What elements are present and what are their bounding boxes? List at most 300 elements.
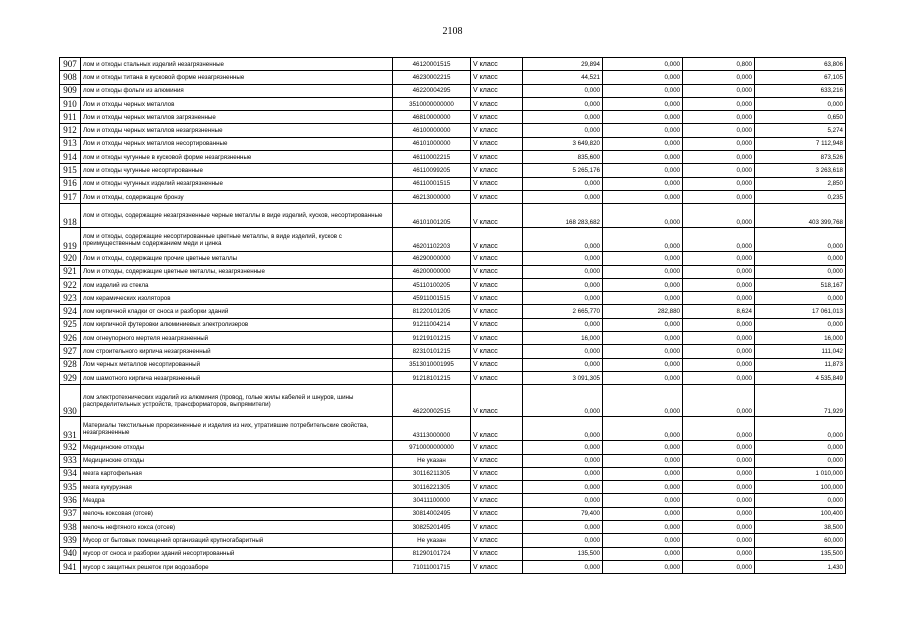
value-3: 0,000 — [683, 521, 755, 534]
value-3: 0,000 — [683, 494, 755, 507]
row-number: 909 — [60, 84, 81, 97]
waste-name: Лом и отходы, содержащие прочие цветные металлы — [81, 252, 393, 265]
value-3: 0,000 — [683, 137, 755, 150]
table-row — [60, 58, 846, 71]
hazard-class: V класс — [471, 84, 523, 97]
value-4: 0,000 — [755, 318, 846, 331]
waste-name: лом и отходы, содержащие незагрязненные черные металлы в виде изделий, кусков, несортированные — [81, 204, 393, 228]
table-row — [60, 124, 846, 137]
value-1: 29,894 — [523, 58, 603, 71]
value-2: 0,000 — [603, 318, 683, 331]
value-4: 111,042 — [755, 345, 846, 358]
waste-name: Лом и отходы черных металлов незагрязненные — [81, 124, 393, 137]
value-4: 5,274 — [755, 124, 846, 137]
value-2: 0,000 — [603, 371, 683, 384]
waste-code: 46220002515 — [393, 385, 471, 417]
table-row — [60, 164, 846, 177]
table-row — [60, 177, 846, 190]
value-2: 0,000 — [603, 454, 683, 467]
waste-code: 30814002495 — [393, 507, 471, 520]
value-3: 0,000 — [683, 228, 755, 252]
waste-code: 46810000000 — [393, 111, 471, 124]
waste-code: 43113000000 — [393, 417, 471, 441]
waste-name: лом строительного кирпича незагрязненный — [81, 345, 393, 358]
row-number: 918 — [60, 204, 81, 228]
table-row — [60, 278, 846, 291]
waste-name: мусор с защитных решеток при водозаборе — [81, 560, 393, 573]
value-4: 100,400 — [755, 507, 846, 520]
table-row — [60, 71, 846, 84]
value-4: 0,000 — [755, 441, 846, 454]
value-3: 0,000 — [683, 318, 755, 331]
hazard-class: V класс — [471, 190, 523, 203]
hazard-class: V класс — [471, 454, 523, 467]
waste-name: лом изделий из стекла — [81, 278, 393, 291]
value-1: 0,000 — [523, 534, 603, 547]
waste-code: 46200000000 — [393, 265, 471, 278]
row-number: 907 — [60, 58, 81, 71]
table-row — [60, 292, 846, 305]
value-4: 0,000 — [755, 252, 846, 265]
value-3: 0,000 — [683, 252, 755, 265]
hazard-class: V класс — [471, 278, 523, 291]
row-number: 910 — [60, 97, 81, 110]
value-1: 0,000 — [523, 97, 603, 110]
row-number: 938 — [60, 521, 81, 534]
value-1: 835,600 — [523, 151, 603, 164]
waste-code: 71011001715 — [393, 560, 471, 573]
waste-code: Не указан — [393, 454, 471, 467]
waste-name: Медицинские отходы — [81, 441, 393, 454]
value-2: 0,000 — [603, 547, 683, 560]
hazard-class: V класс — [471, 137, 523, 150]
table-row — [60, 507, 846, 520]
row-number: 940 — [60, 547, 81, 560]
hazard-class: V класс — [471, 332, 523, 345]
value-2: 0,000 — [603, 97, 683, 110]
waste-code: 91211004214 — [393, 318, 471, 331]
row-number: 911 — [60, 111, 81, 124]
table-row — [60, 371, 846, 384]
value-3: 0,000 — [683, 164, 755, 177]
hazard-class: V класс — [471, 305, 523, 318]
waste-name: лом электротехнических изделий из алюминия (провод, голые жилы кабелей и шнуров, шины распределительных устройств, трансформаторов, выпрямители) — [81, 385, 393, 417]
waste-name: Мусор от бытовых помещений организаций крупногабаритный — [81, 534, 393, 547]
table-row — [60, 84, 846, 97]
waste-name: Материалы текстильные прорезиненные и изделия из них, утратившие потребительские свойства, незагрязненные — [81, 417, 393, 441]
hazard-class: V класс — [471, 547, 523, 560]
value-4: 38,500 — [755, 521, 846, 534]
value-2: 0,000 — [603, 417, 683, 441]
waste-name: лом и отходы чугунные несортированные — [81, 164, 393, 177]
hazard-class: V класс — [471, 111, 523, 124]
value-4: 518,167 — [755, 278, 846, 291]
value-4: 1 010,000 — [755, 467, 846, 480]
value-3: 0,000 — [683, 111, 755, 124]
value-4: 16,000 — [755, 332, 846, 345]
hazard-class: V класс — [471, 481, 523, 494]
value-2: 282,880 — [603, 305, 683, 318]
waste-code: 46101001205 — [393, 204, 471, 228]
value-4: 135,500 — [755, 547, 846, 560]
value-4: 0,000 — [755, 454, 846, 467]
row-number: 915 — [60, 164, 81, 177]
value-2: 0,000 — [603, 190, 683, 203]
row-number: 927 — [60, 345, 81, 358]
value-1: 44,521 — [523, 71, 603, 84]
value-1: 3 649,820 — [523, 137, 603, 150]
value-2: 0,000 — [603, 252, 683, 265]
row-number: 919 — [60, 228, 81, 252]
value-1: 135,500 — [523, 547, 603, 560]
waste-code: 30116221305 — [393, 481, 471, 494]
value-4: 633,216 — [755, 84, 846, 97]
row-number: 908 — [60, 71, 81, 84]
waste-name: лом и отходы стальных изделий незагрязненные — [81, 58, 393, 71]
value-2: 0,000 — [603, 385, 683, 417]
row-number: 926 — [60, 332, 81, 345]
value-3: 0,000 — [683, 385, 755, 417]
value-1: 2 665,770 — [523, 305, 603, 318]
table-row — [60, 441, 846, 454]
value-4: 2,850 — [755, 177, 846, 190]
value-1: 0,000 — [523, 228, 603, 252]
waste-name: Лом и отходы черных металлов несортированные — [81, 137, 393, 150]
value-4: 67,105 — [755, 71, 846, 84]
waste-code: 46290000000 — [393, 252, 471, 265]
table-row — [60, 358, 846, 371]
value-3: 0,000 — [683, 190, 755, 203]
value-3: 0,000 — [683, 332, 755, 345]
value-2: 0,000 — [603, 58, 683, 71]
waste-name: мусор от сноса и разборки зданий несортированный — [81, 547, 393, 560]
table-body — [60, 58, 846, 574]
waste-name: лом и отходы титана в кусковой форме незагрязненные — [81, 71, 393, 84]
value-3: 8,624 — [683, 305, 755, 318]
table-row — [60, 417, 846, 441]
value-1: 0,000 — [523, 252, 603, 265]
row-number: 914 — [60, 151, 81, 164]
row-number: 930 — [60, 385, 81, 417]
waste-code: 91219101215 — [393, 332, 471, 345]
table-row — [60, 137, 846, 150]
table-row — [60, 454, 846, 467]
value-4: 4 535,849 — [755, 371, 846, 384]
value-2: 0,000 — [603, 521, 683, 534]
value-2: 0,000 — [603, 278, 683, 291]
hazard-class: V класс — [471, 560, 523, 573]
value-4: 11,873 — [755, 358, 846, 371]
waste-name: лом керамических изоляторов — [81, 292, 393, 305]
table-row — [60, 265, 846, 278]
table-row — [60, 252, 846, 265]
value-2: 0,000 — [603, 84, 683, 97]
row-number: 941 — [60, 560, 81, 573]
hazard-class: V класс — [471, 164, 523, 177]
hazard-class: V класс — [471, 292, 523, 305]
value-1: 0,000 — [523, 358, 603, 371]
value-2: 0,000 — [603, 467, 683, 480]
value-3: 0,000 — [683, 481, 755, 494]
value-2: 0,000 — [603, 164, 683, 177]
row-number: 920 — [60, 252, 81, 265]
value-3: 0,000 — [683, 278, 755, 291]
hazard-class: V класс — [471, 204, 523, 228]
value-2: 0,000 — [603, 137, 683, 150]
table-row — [60, 345, 846, 358]
table-row — [60, 318, 846, 331]
table-row — [60, 494, 846, 507]
value-3: 0,000 — [683, 358, 755, 371]
value-2: 0,000 — [603, 560, 683, 573]
value-1: 0,000 — [523, 521, 603, 534]
value-3: 0,000 — [683, 560, 755, 573]
waste-name: Лом и отходы черных металлов загрязненные — [81, 111, 393, 124]
value-3: 0,000 — [683, 441, 755, 454]
waste-name: лом и отходы, содержащие несортированные цветные металлы, в виде изделий, кусков с преимущественным содержанием меди и цинка — [81, 228, 393, 252]
value-4: 71,929 — [755, 385, 846, 417]
table-row — [60, 385, 846, 417]
table-row — [60, 305, 846, 318]
hazard-class: V класс — [471, 151, 523, 164]
row-number: 923 — [60, 292, 81, 305]
value-3: 0,800 — [683, 58, 755, 71]
value-1: 0,000 — [523, 481, 603, 494]
table-row — [60, 534, 846, 547]
value-2: 0,000 — [603, 124, 683, 137]
value-3: 0,000 — [683, 292, 755, 305]
value-4: 0,000 — [755, 292, 846, 305]
table-row — [60, 560, 846, 573]
value-3: 0,000 — [683, 547, 755, 560]
hazard-class: V класс — [471, 97, 523, 110]
row-number: 912 — [60, 124, 81, 137]
waste-code: 81290101724 — [393, 547, 471, 560]
row-number: 933 — [60, 454, 81, 467]
waste-name: Лом черных металлов несортированный — [81, 358, 393, 371]
row-number: 925 — [60, 318, 81, 331]
hazard-class: V класс — [471, 358, 523, 371]
hazard-class: V класс — [471, 124, 523, 137]
value-1: 0,000 — [523, 190, 603, 203]
hazard-class: V класс — [471, 252, 523, 265]
waste-code: 3510000000000 — [393, 97, 471, 110]
value-4: 60,000 — [755, 534, 846, 547]
table-row — [60, 97, 846, 110]
waste-name: Медицинские отходы — [81, 454, 393, 467]
table-row — [60, 521, 846, 534]
value-1: 0,000 — [523, 345, 603, 358]
value-1: 0,000 — [523, 292, 603, 305]
value-4: 0,000 — [755, 494, 846, 507]
value-3: 0,000 — [683, 467, 755, 480]
value-3: 0,000 — [683, 177, 755, 190]
table-row — [60, 547, 846, 560]
waste-name: мезга картофельная — [81, 467, 393, 480]
value-4: 403 399,768 — [755, 204, 846, 228]
value-3: 0,000 — [683, 371, 755, 384]
value-4: 0,650 — [755, 111, 846, 124]
table-row — [60, 467, 846, 480]
value-2: 0,000 — [603, 494, 683, 507]
value-4: 1,430 — [755, 560, 846, 573]
table-row — [60, 481, 846, 494]
hazard-class: V класс — [471, 345, 523, 358]
hazard-class: V класс — [471, 494, 523, 507]
value-4: 0,000 — [755, 97, 846, 110]
value-2: 0,000 — [603, 441, 683, 454]
value-3: 0,000 — [683, 507, 755, 520]
value-2: 0,000 — [603, 111, 683, 124]
hazard-class: V класс — [471, 385, 523, 417]
value-4: 17 061,013 — [755, 305, 846, 318]
value-2: 0,000 — [603, 71, 683, 84]
row-number: 932 — [60, 441, 81, 454]
value-3: 0,000 — [683, 124, 755, 137]
value-1: 0,000 — [523, 265, 603, 278]
table-row — [60, 111, 846, 124]
waste-name: лом кирпичной футеровки алюминиевых электролизеров — [81, 318, 393, 331]
value-3: 0,000 — [683, 417, 755, 441]
value-1: 5 265,176 — [523, 164, 603, 177]
value-1: 0,000 — [523, 441, 603, 454]
hazard-class: V класс — [471, 371, 523, 384]
row-number: 917 — [60, 190, 81, 203]
waste-code: 46230002215 — [393, 71, 471, 84]
waste-name: лом кирпичной кладки от сноса и разборки зданий — [81, 305, 393, 318]
value-4: 0,235 — [755, 190, 846, 203]
waste-name: Лом и отходы, содержащие бронзу — [81, 190, 393, 203]
hazard-class: V класс — [471, 58, 523, 71]
row-number: 931 — [60, 417, 81, 441]
value-1: 168 283,682 — [523, 204, 603, 228]
waste-code: 46110002215 — [393, 151, 471, 164]
waste-code: Не указан — [393, 534, 471, 547]
waste-name: Мездра — [81, 494, 393, 507]
page-number: 2108 — [442, 26, 463, 37]
waste-code: 45911001515 — [393, 292, 471, 305]
waste-code: 46110001515 — [393, 177, 471, 190]
value-4: 0,000 — [755, 228, 846, 252]
value-2: 0,000 — [603, 151, 683, 164]
waste-code: 30411100000 — [393, 494, 471, 507]
value-2: 0,000 — [603, 345, 683, 358]
waste-code: 30825201495 — [393, 521, 471, 534]
value-2: 0,000 — [603, 507, 683, 520]
table-row — [60, 228, 846, 252]
row-number: 913 — [60, 137, 81, 150]
value-2: 0,000 — [603, 332, 683, 345]
waste-name: лом шамотного кирпича незагрязненный — [81, 371, 393, 384]
waste-name: Лом и отходы, содержащие цветные металлы, незагрязненные — [81, 265, 393, 278]
value-1: 3 091,305 — [523, 371, 603, 384]
value-4: 0,000 — [755, 417, 846, 441]
value-2: 0,000 — [603, 358, 683, 371]
waste-code: 30116211305 — [393, 467, 471, 480]
hazard-class: V класс — [471, 265, 523, 278]
waste-name: лом огнеупорного мертеля незагрязненный — [81, 332, 393, 345]
waste-code: 46201102203 — [393, 228, 471, 252]
value-1: 0,000 — [523, 417, 603, 441]
value-1: 16,000 — [523, 332, 603, 345]
value-2: 0,000 — [603, 177, 683, 190]
hazard-class: V класс — [471, 71, 523, 84]
hazard-class: V класс — [471, 507, 523, 520]
waste-name: лом и отходы чугунные в кусковой форме незагрязненные — [81, 151, 393, 164]
table-row — [60, 190, 846, 203]
waste-name: мелочь коксовая (отсев) — [81, 507, 393, 520]
waste-code: 9710000000000 — [393, 441, 471, 454]
row-number: 928 — [60, 358, 81, 371]
value-3: 0,000 — [683, 97, 755, 110]
value-2: 0,000 — [603, 265, 683, 278]
row-number: 924 — [60, 305, 81, 318]
value-4: 100,000 — [755, 481, 846, 494]
waste-code: 3513010001995 — [393, 358, 471, 371]
value-1: 79,400 — [523, 507, 603, 520]
value-4: 7 112,948 — [755, 137, 846, 150]
value-1: 0,000 — [523, 454, 603, 467]
value-1: 0,000 — [523, 278, 603, 291]
value-1: 0,000 — [523, 467, 603, 480]
waste-table — [59, 57, 846, 574]
hazard-class: V класс — [471, 534, 523, 547]
value-1: 0,000 — [523, 318, 603, 331]
value-1: 0,000 — [523, 177, 603, 190]
waste-name: лом и отходы фольги из алюминия — [81, 84, 393, 97]
value-1: 0,000 — [523, 494, 603, 507]
row-number: 922 — [60, 278, 81, 291]
waste-code: 46110099205 — [393, 164, 471, 177]
value-1: 0,000 — [523, 385, 603, 417]
row-number: 935 — [60, 481, 81, 494]
row-number: 936 — [60, 494, 81, 507]
waste-name: Лом и отходы черных металлов — [81, 97, 393, 110]
row-number: 937 — [60, 507, 81, 520]
row-number: 921 — [60, 265, 81, 278]
value-3: 0,000 — [683, 345, 755, 358]
hazard-class: V класс — [471, 521, 523, 534]
table-row — [60, 204, 846, 228]
value-4: 3 263,618 — [755, 164, 846, 177]
value-2: 0,000 — [603, 228, 683, 252]
waste-code: 45110100205 — [393, 278, 471, 291]
value-4: 873,526 — [755, 151, 846, 164]
waste-code: 91218101215 — [393, 371, 471, 384]
row-number: 916 — [60, 177, 81, 190]
waste-code: 46213000000 — [393, 190, 471, 203]
value-1: 0,000 — [523, 111, 603, 124]
value-1: 0,000 — [523, 84, 603, 97]
waste-code: 82310101215 — [393, 345, 471, 358]
value-3: 0,000 — [683, 534, 755, 547]
value-2: 0,000 — [603, 292, 683, 305]
value-2: 0,000 — [603, 481, 683, 494]
row-number: 934 — [60, 467, 81, 480]
waste-name: мезга кукурузная — [81, 481, 393, 494]
waste-code: 46101000000 — [393, 137, 471, 150]
hazard-class: V класс — [471, 441, 523, 454]
hazard-class: V класс — [471, 467, 523, 480]
waste-code: 46100000000 — [393, 124, 471, 137]
hazard-class: V класс — [471, 228, 523, 252]
value-3: 0,000 — [683, 71, 755, 84]
hazard-class: V класс — [471, 417, 523, 441]
value-1: 0,000 — [523, 124, 603, 137]
value-1: 0,000 — [523, 560, 603, 573]
hazard-class: V класс — [471, 318, 523, 331]
value-3: 0,000 — [683, 204, 755, 228]
